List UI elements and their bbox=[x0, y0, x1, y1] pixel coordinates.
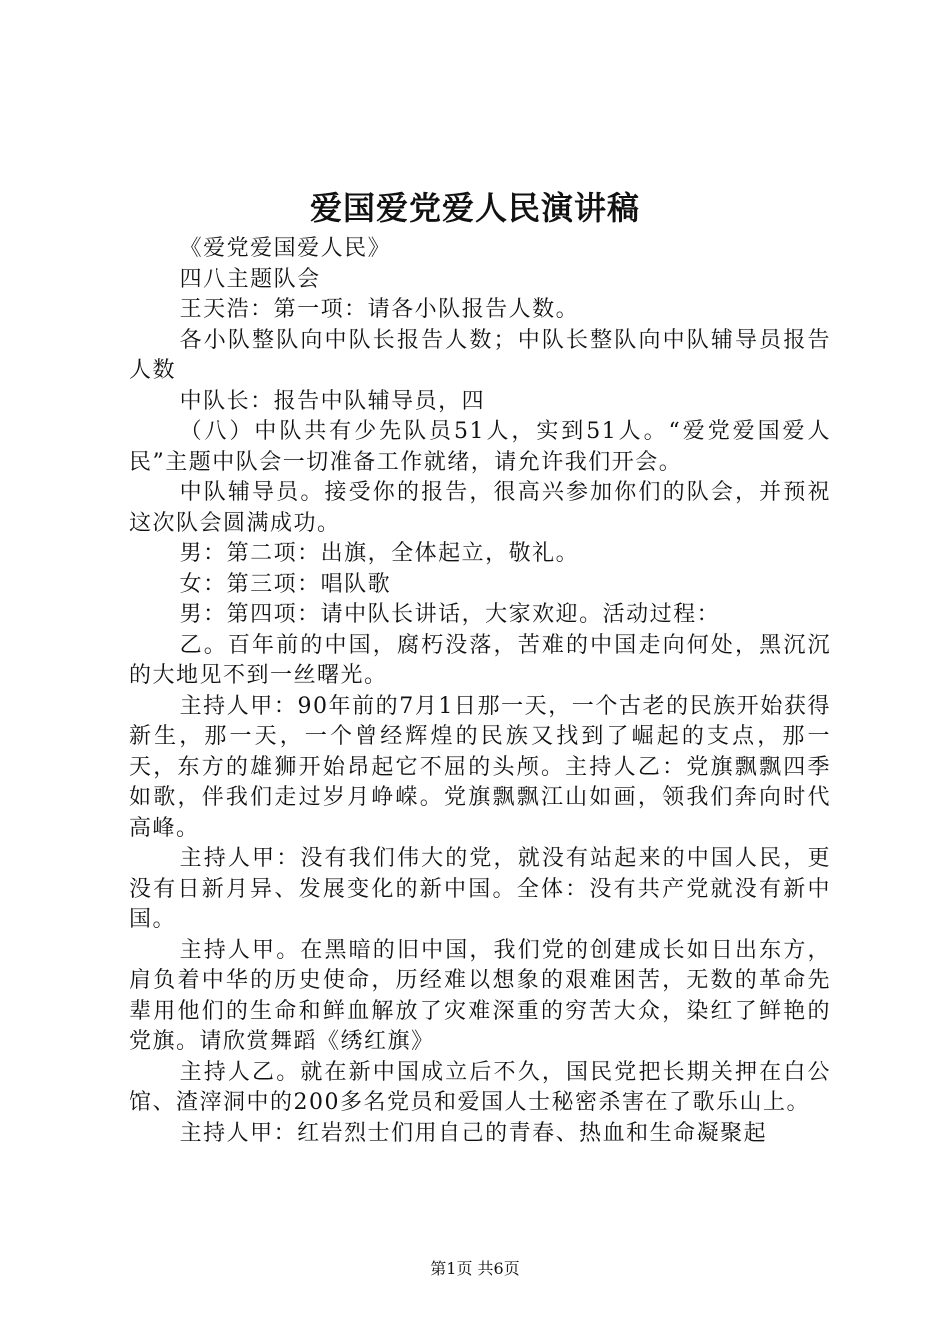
paragraph: 四八主题队会 bbox=[179, 266, 321, 292]
page-number-footer: 第1页 共6页 bbox=[430, 1259, 520, 1278]
paragraph: 乙。百年前的中国，腐朽没落，苦难的中国走向何处，黑沉沉的大地见不到一丝曙光。 bbox=[129, 632, 831, 688]
paragraph: （八）中队共有少先队员51人，实到51人。“爱党爱国爱人民”主题中队会一切准备工作就绪，请允许我们开会。 bbox=[129, 419, 831, 475]
paragraph: 《爱党爱国爱人民》 bbox=[179, 236, 392, 261]
paragraph: 男：第四项：请中队长讲话，大家欢迎。活动过程： bbox=[179, 602, 721, 627]
paragraph: 女：第三项：唱队歌 bbox=[179, 571, 392, 597]
paragraph: 主持人甲：没有我们伟大的党，就没有站起来的中国人民，更没有日新月异、发展变化的新中国。全体：没有共产党就没有新中国。 bbox=[129, 846, 831, 932]
paragraph: 各小队整队向中队长报告人数；中队长整队向中队辅导员报告人数 bbox=[129, 327, 831, 383]
paragraph: 主持人甲：90年前的7月1日那一天，一个古老的民族开始获得新生，那一天，一个曾经辉煌的民族又找到了崛起的支点，那一天，东方的雄狮开始昂起它不屈的头颅。主持人乙：党旗飘飘四季如歌，伴我们走过岁月峥嵘。党旗飘飘江山如画，领我们奔向时代高峰。 bbox=[129, 693, 831, 841]
document-title: 爱国爱党爱人民演讲稿 bbox=[309, 189, 640, 227]
paragraph: 中队长：报告中队辅导员，四 bbox=[179, 388, 486, 414]
paragraph: 主持人乙。就在新中国成立后不久，国民党把长期关押在白公馆、渣滓洞中的200多名党员和爱国人士秘密杀害在了歌乐山上。 bbox=[129, 1059, 831, 1115]
document-body bbox=[129, 234, 831, 1149]
paragraph: 主持人甲：红岩烈士们用自己的青春、热血和生命凝聚起 bbox=[179, 1120, 768, 1146]
paragraph: 中队辅导员。接受你的报告，很高兴参加你们的队会，并预祝这次队会圆满成功。 bbox=[129, 480, 831, 536]
paragraph: 男：第二项：出旗，全体起立，敬礼。 bbox=[179, 541, 580, 566]
paragraph: 王天浩：第一项：请各小队报告人数。 bbox=[179, 297, 580, 322]
paragraph: 主持人甲。在黑暗的旧中国，我们党的创建成长如日出东方，肩负着中华的历史使命，历经难以想象的艰难困苦，无数的革命先辈用他们的生命和鲜血解放了灾难深重的穷苦大众，染红了鲜艳的党旗。请欣赏舞蹈《绣红旗》 bbox=[129, 937, 831, 1054]
